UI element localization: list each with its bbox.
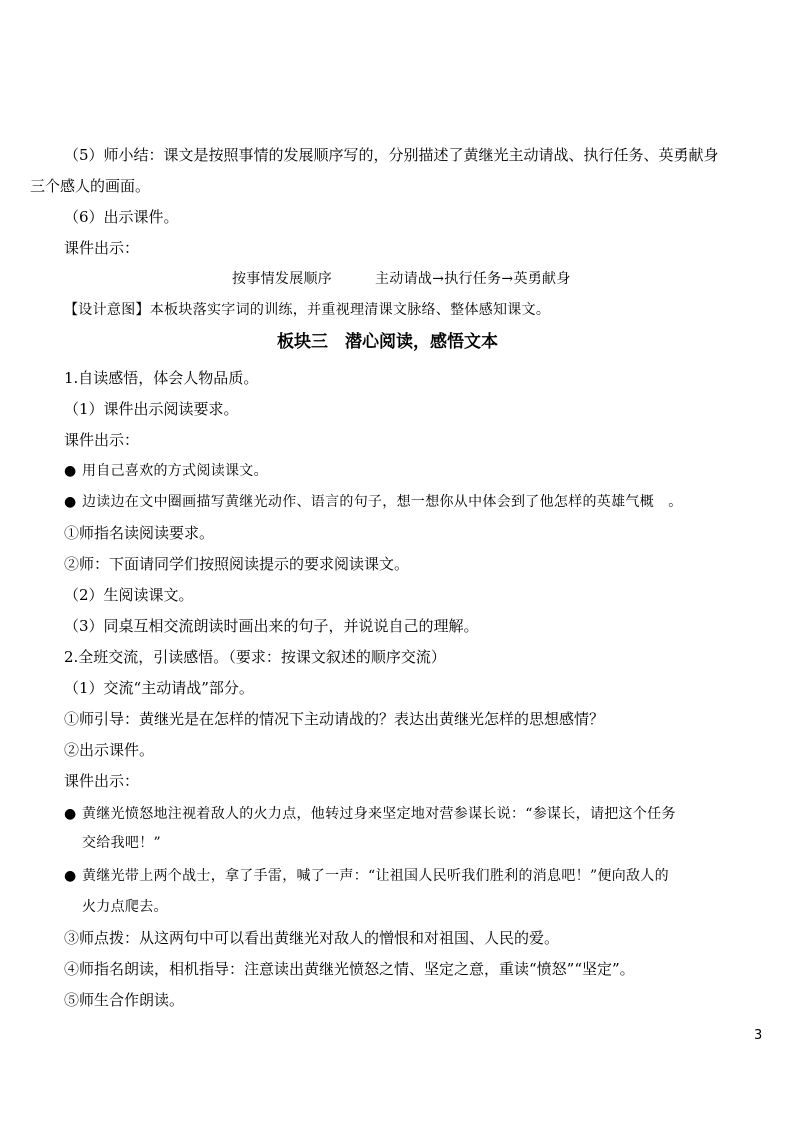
section-title: 板块三 潜心阅读，感悟文本 [277,332,498,352]
step-teacher-point: ③师点拨：从这两句中可以看出黄继光对敌人的憎恨和对祖国、人民的爱。 [64,929,560,947]
step-exchange-part: （1）交流“主动请战”部分。 [64,679,254,697]
bullet-icon: ● [64,806,77,822]
step-show-courseware-2: ②出示课件。 [64,741,155,759]
step-peer-exchange: （3）同桌互相交流朗读时画出来的句子，并说说自己的理解。 [64,617,479,635]
step-teacher-guide: ①师引导：黄继光是在怎样的情况下主动请战的？表达出黄继光怎样的思想感情？ [64,710,605,728]
step-teacher-instruction: ②师：下面请同学们按照阅读提示的要求阅读课文。 [64,555,410,573]
bullet-item [64,804,676,824]
page-number: 3 [754,1028,763,1043]
bullet-icon: ● [64,463,77,479]
step-student-reading: （2）生阅读课文。 [64,586,194,604]
step-cooperative-reading: ⑤师生合作朗读。 [64,991,185,1009]
bullet-text: 用自己喜欢的方式阅读课文。 [82,463,268,479]
bullet-text: 黄继光愤怒地注视着敌人的火力点，他转过身来坚定地对营参谋长说：“参谋长，请把这个任务 [82,806,676,822]
bullet-icon: ● [64,868,77,884]
step-show-courseware: （6）出示课件。 [64,208,179,226]
bullet-icon: ● [64,494,77,510]
bullet-text-cont: 交给我吧！” [82,835,161,851]
courseware-sequence-flow: 主动请战→执行任务→英勇献身 [375,271,571,287]
courseware-label: 课件出示： [64,772,140,790]
bullet-item [64,492,683,512]
courseware-label: 课件出示： [64,431,140,449]
bullet-item [64,461,268,481]
step-teacher-read-guide: ④师指名朗读，相机指导：注意读出黄继光愤怒之情、坚定之意，重读“愤怒”“坚定”。 [64,960,635,978]
bullet-item [64,866,669,886]
paragraph-summary-cont: 三个感人的画面。 [30,177,151,195]
bullet-text: 边读边在文中圈画描写黄继光动作、语言的句子，想一想你从中体会到了他怎样的英雄气概 。 [82,494,683,510]
bullet-text: 黄继光带上两个战士，拿了手雷，喊了一声：“让祖国人民听我们胜利的消息吧！”便向敌人的 [82,868,669,884]
step-reading-requirement: （1）课件出示阅读要求。 [64,400,239,418]
courseware-sequence-label: 按事情发展顺序 [232,271,333,287]
paragraph-summary: （5）师小结：课文是按照事情的发展顺序写的，分别描述了黄继光主动请战、执行任务、英勇献身 [64,146,719,164]
step-self-reading: 1.自读感悟，体会人物品质。 [64,369,259,387]
step-class-exchange: 2.全班交流，引读感悟。（要求：按课文叙述的顺序交流） [64,648,446,666]
design-intent: 【设计意图】本板块落实字词的训练，并重视理清课文脉络、整体感知课文。 [64,302,551,318]
bullet-text-cont: 火力点爬去。 [82,899,168,915]
courseware-label: 课件出示： [64,239,140,257]
step-teacher-assign: ①师指名读阅读要求。 [64,524,215,542]
